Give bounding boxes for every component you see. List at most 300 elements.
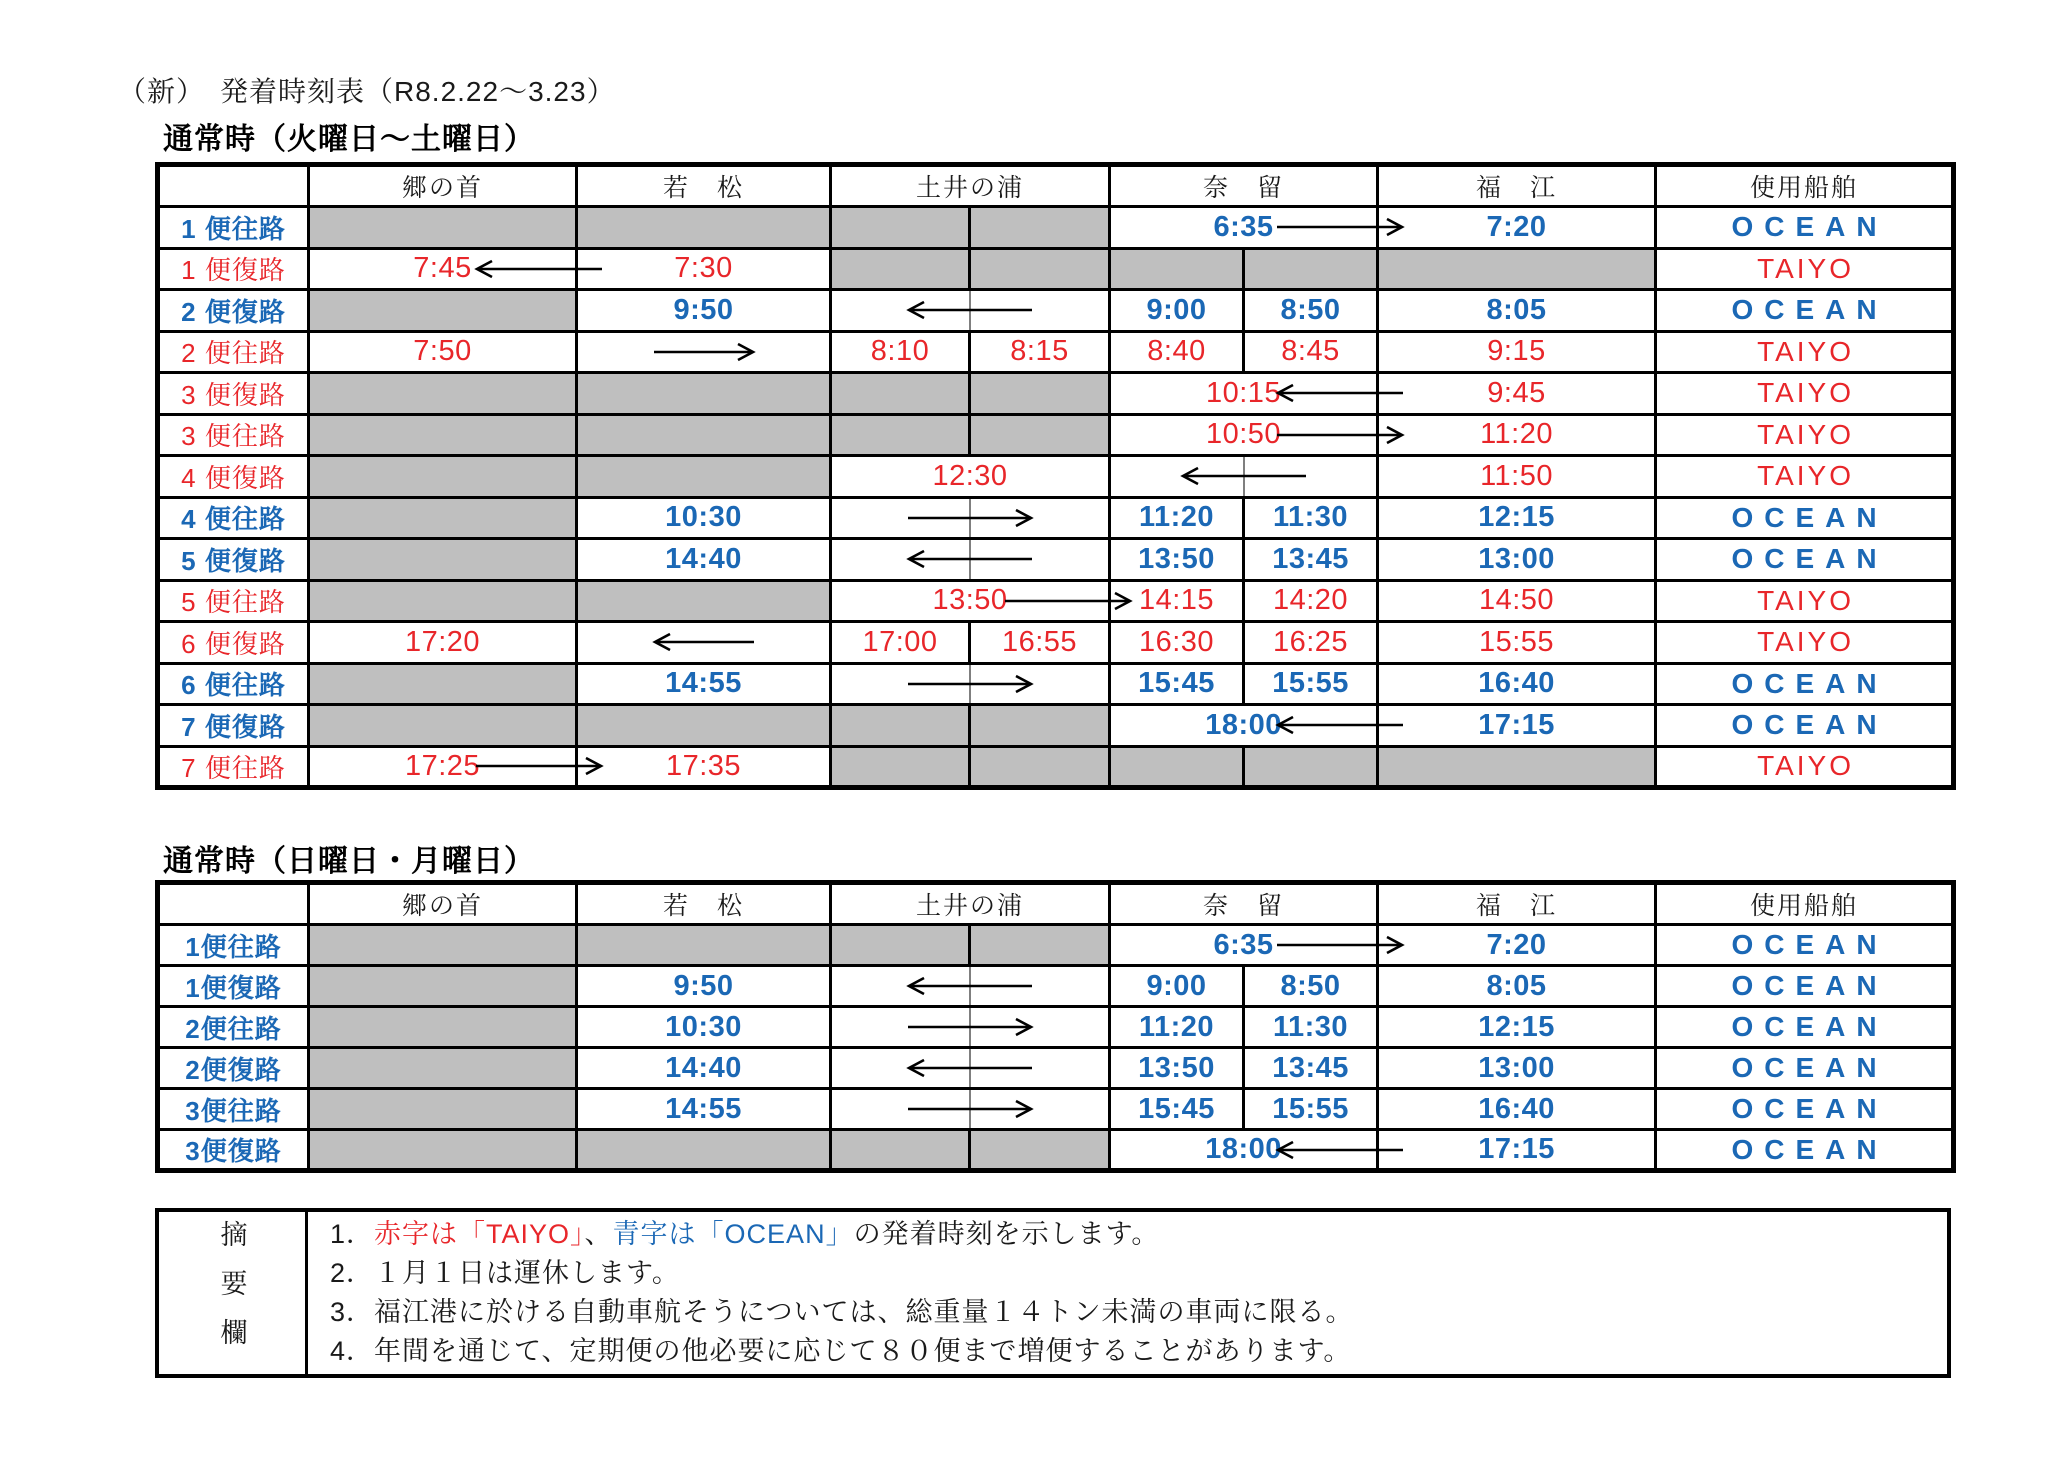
ship-name: OCEAN — [1731, 1093, 1888, 1124]
time-cell — [1244, 331, 1378, 373]
time-value: 16:25 — [1272, 625, 1349, 658]
empty-gray-cell — [831, 1130, 970, 1171]
empty-gray-cell — [831, 207, 970, 249]
time-cell — [1378, 497, 1656, 539]
empty-gray-cell — [1110, 746, 1244, 788]
time-cell — [1110, 539, 1244, 581]
time-value: 17:35 — [665, 749, 742, 782]
col-header-naru: 奈 留 — [1110, 883, 1378, 925]
row-label — [158, 414, 309, 456]
time-cell — [831, 1007, 1110, 1048]
time-value: 13:50 — [932, 584, 1008, 617]
ship-name: OCEAN — [1731, 667, 1888, 699]
empty-gray-cell — [309, 966, 577, 1007]
time-value: 14:55 — [665, 1092, 742, 1125]
remarks-lines — [308, 1212, 1947, 1374]
row-label — [158, 207, 309, 249]
empty-gray-cell — [577, 1130, 831, 1171]
ship-cell — [1656, 207, 1954, 249]
time-cell — [831, 331, 970, 373]
ship-cell — [1656, 663, 1954, 705]
row-label — [158, 580, 309, 622]
time-cell — [1378, 966, 1656, 1007]
time-cell — [1378, 705, 1656, 747]
time-value: 17:15 — [1478, 708, 1555, 741]
time-cell — [1244, 1089, 1378, 1130]
table-row — [158, 966, 1954, 1007]
empty-gray-cell — [577, 414, 831, 456]
empty-gray-cell — [970, 373, 1110, 415]
empty-gray-cell — [831, 373, 970, 415]
time-value: 11:30 — [1272, 501, 1349, 534]
ship-cell — [1656, 1130, 1954, 1171]
arrow-right-icon — [1275, 215, 1405, 239]
trip-label: 1 便復路 — [181, 255, 286, 286]
empty-gray-cell — [970, 925, 1110, 966]
empty-gray-cell — [309, 207, 577, 249]
time-cell — [831, 290, 1110, 332]
time-value: 14:55 — [665, 667, 742, 700]
corner-cell — [158, 883, 309, 925]
time-value: 12:15 — [1478, 1010, 1555, 1043]
arrow-right-icon — [906, 1015, 1034, 1039]
ship-name: OCEAN — [1731, 294, 1888, 326]
trip-label: 6 便復路 — [181, 628, 286, 659]
time-value: 10:30 — [665, 501, 742, 534]
time-value: 8:45 — [1281, 335, 1340, 368]
time-cell — [1378, 414, 1656, 456]
time-cell — [1110, 663, 1244, 705]
trip-label: 7 便往路 — [181, 752, 286, 783]
row-label — [158, 705, 309, 747]
table-row — [158, 331, 1954, 373]
remark-segment: 2．１月１日は運休します。 — [330, 1258, 680, 1288]
table-row — [158, 497, 1954, 539]
time-cell — [1378, 1130, 1656, 1171]
empty-gray-cell — [831, 746, 970, 788]
ship-cell — [1656, 331, 1954, 373]
time-value: 14:40 — [665, 1051, 742, 1084]
ship-name: TAIYO — [1757, 252, 1854, 284]
trip-label: 3 便往路 — [181, 421, 286, 452]
empty-gray-cell — [577, 456, 831, 498]
ship-cell — [1656, 290, 1954, 332]
col-header-gonokubi: 郷の首 — [309, 165, 577, 207]
time-value: 8:10 — [870, 335, 930, 368]
time-cell — [831, 1089, 1110, 1130]
empty-gray-cell — [309, 705, 577, 747]
corner-cell — [158, 165, 309, 207]
arrow-right-icon — [906, 672, 1034, 696]
table-row — [158, 1048, 1954, 1089]
time-cell — [1110, 705, 1378, 747]
time-value: 17:00 — [862, 625, 938, 658]
table-row — [158, 746, 1954, 788]
empty-gray-cell — [1244, 248, 1378, 290]
table-row — [158, 373, 1954, 415]
time-cell — [1244, 663, 1378, 705]
time-value: 10:50 — [1205, 418, 1282, 451]
empty-gray-cell — [577, 580, 831, 622]
time-value: 9:00 — [1146, 969, 1207, 1002]
remark-segment: 赤字は「TAIYO」 — [374, 1219, 585, 1249]
time-cell — [1378, 331, 1656, 373]
empty-gray-cell — [1110, 248, 1244, 290]
time-value: 7:50 — [413, 335, 472, 368]
empty-gray-cell — [970, 207, 1110, 249]
trip-label: 1便復路 — [185, 972, 282, 1003]
trip-label: 3便復路 — [185, 1136, 282, 1166]
time-cell — [1110, 925, 1378, 966]
time-value: 15:55 — [1478, 625, 1555, 658]
arrow-right-icon — [1275, 423, 1405, 447]
time-value: 16:40 — [1478, 1092, 1555, 1125]
table-row — [158, 1130, 1954, 1171]
time-value: 14:20 — [1272, 584, 1349, 617]
ship-name: TAIYO — [1757, 418, 1854, 450]
timetable-weekday — [155, 162, 1956, 790]
time-cell — [577, 1048, 831, 1089]
remark-segment: 1． — [330, 1219, 375, 1249]
empty-gray-cell — [309, 290, 577, 332]
time-cell — [1244, 622, 1378, 664]
ship-name: TAIYO — [1757, 460, 1854, 492]
time-value: 15:45 — [1138, 667, 1215, 700]
col-header-gonokubi: 郷の首 — [309, 883, 577, 925]
empty-gray-cell — [577, 705, 831, 747]
row-label — [158, 373, 309, 415]
time-value: 9:00 — [1146, 293, 1207, 326]
time-cell — [577, 663, 831, 705]
row-label — [158, 1089, 309, 1130]
time-cell — [831, 663, 1110, 705]
ship-cell — [1656, 497, 1954, 539]
arrow-left-icon — [652, 630, 756, 654]
time-cell — [831, 966, 1110, 1007]
empty-gray-cell — [970, 705, 1110, 747]
row-label — [158, 663, 309, 705]
header-row — [158, 883, 1954, 925]
trip-label: 5 便復路 — [181, 545, 286, 576]
time-cell — [1244, 1048, 1378, 1089]
ship-name: TAIYO — [1757, 335, 1854, 367]
row-label — [158, 966, 309, 1007]
time-cell — [1244, 966, 1378, 1007]
time-cell — [1110, 207, 1378, 249]
table-row — [158, 290, 1954, 332]
col-header-wakamatsu: 若 松 — [577, 883, 831, 925]
ship-name: OCEAN — [1731, 929, 1888, 960]
empty-gray-cell — [309, 1007, 577, 1048]
time-cell — [309, 331, 577, 373]
ship-cell — [1656, 966, 1954, 1007]
arrow-right-icon — [906, 1097, 1034, 1121]
time-value: 12:30 — [932, 459, 1008, 492]
time-value: 7:45 — [413, 252, 472, 285]
ship-cell — [1656, 373, 1954, 415]
remark-segment: 3．福江港に於ける自動車航そうについては、総重量１４トン未満の車両に限る。 — [330, 1297, 1354, 1327]
ship-cell — [1656, 456, 1954, 498]
ship-name: OCEAN — [1731, 211, 1888, 243]
time-cell — [1244, 580, 1378, 622]
time-cell — [1110, 1089, 1244, 1130]
ship-name: OCEAN — [1731, 1133, 1888, 1165]
row-label — [158, 456, 309, 498]
row-label — [158, 290, 309, 332]
time-cell — [577, 1007, 831, 1048]
ship-name: TAIYO — [1757, 584, 1854, 616]
time-value: 8:05 — [1486, 969, 1547, 1002]
ship-cell — [1656, 539, 1954, 581]
time-value: 8:40 — [1147, 335, 1206, 368]
time-cell — [831, 456, 1110, 498]
empty-gray-cell — [577, 373, 831, 415]
time-value: 10:15 — [1205, 376, 1282, 409]
time-cell — [831, 580, 1110, 622]
time-cell — [1378, 663, 1656, 705]
time-cell — [831, 539, 1110, 581]
page-title: （新） 発着時刻表（R8.2.22～3.23） — [118, 76, 616, 107]
remark-segment: の発着時刻を示します。 — [853, 1219, 1160, 1249]
arrow-right-icon — [652, 340, 756, 364]
time-value: 18:00 — [1205, 708, 1282, 741]
empty-gray-cell — [309, 373, 577, 415]
time-value: 6:35 — [1213, 210, 1274, 243]
time-cell — [1378, 925, 1656, 966]
trip-label: 5 便往路 — [181, 587, 286, 618]
time-value: 16:30 — [1138, 625, 1215, 658]
ship-name: OCEAN — [1731, 1011, 1888, 1042]
ship-cell — [1656, 580, 1954, 622]
time-value: 17:25 — [404, 749, 481, 782]
time-value: 15:55 — [1272, 1092, 1349, 1125]
ship-name: OCEAN — [1731, 709, 1888, 741]
remark-segment: 4．年間を通じて、定期便の他必要に応じて８０便まで増便することがあります。 — [330, 1336, 1352, 1366]
arrow-left-icon — [906, 1056, 1034, 1080]
time-cell — [1378, 1089, 1656, 1130]
arrow-left-icon — [1180, 464, 1308, 488]
time-cell — [831, 622, 970, 664]
time-cell — [577, 497, 831, 539]
remark-segment: 、 — [584, 1219, 613, 1249]
time-cell — [577, 1089, 831, 1130]
remark-item — [330, 1332, 1947, 1371]
time-cell — [970, 331, 1110, 373]
timetable-weekend — [155, 880, 1956, 1173]
arrow-right-icon — [1275, 933, 1405, 957]
empty-gray-cell — [1244, 746, 1378, 788]
remark-segment: 青字は「OCEAN」 — [612, 1219, 854, 1249]
empty-gray-cell — [577, 925, 831, 966]
ship-cell — [1656, 414, 1954, 456]
table-row — [158, 248, 1954, 290]
time-value: 14:40 — [665, 542, 742, 575]
table-row — [158, 207, 1954, 249]
time-value: 11:20 — [1138, 1010, 1215, 1043]
ship-name: TAIYO — [1757, 626, 1854, 658]
col-header-doinoura: 土井の浦 — [831, 883, 1110, 925]
time-value: 13:50 — [1138, 1051, 1215, 1084]
col-header-doinoura: 土井の浦 — [831, 165, 1110, 207]
empty-gray-cell — [309, 925, 577, 966]
arrow-left-icon — [474, 257, 604, 281]
time-value: 7:30 — [674, 252, 733, 285]
remark-item — [330, 1215, 1947, 1254]
time-value: 8:50 — [1280, 293, 1341, 326]
ship-name: OCEAN — [1731, 543, 1888, 575]
time-value: 14:50 — [1478, 584, 1555, 617]
row-label — [158, 331, 309, 373]
empty-gray-cell — [309, 1048, 577, 1089]
empty-gray-cell — [309, 456, 577, 498]
empty-gray-cell — [309, 414, 577, 456]
time-cell — [831, 1048, 1110, 1089]
time-value: 7:20 — [1486, 210, 1547, 243]
empty-gray-cell — [309, 1130, 577, 1171]
time-value: 16:55 — [1001, 625, 1078, 658]
time-cell — [1110, 456, 1378, 498]
ship-cell — [1656, 1007, 1954, 1048]
time-value: 13:00 — [1478, 542, 1555, 575]
col-header-ship: 使用船舶 — [1656, 883, 1954, 925]
trip-label: 4 便往路 — [181, 504, 286, 535]
empty-gray-cell — [970, 746, 1110, 788]
ship-cell — [1656, 248, 1954, 290]
empty-gray-cell — [577, 207, 831, 249]
time-cell — [1110, 622, 1244, 664]
empty-gray-cell — [970, 414, 1110, 456]
empty-gray-cell — [970, 248, 1110, 290]
time-cell — [1378, 456, 1656, 498]
arrow-right-icon — [906, 506, 1034, 530]
remark-item — [330, 1293, 1947, 1332]
ship-name: OCEAN — [1731, 501, 1888, 533]
section-title-weekday: 通常時（火曜日～土曜日） — [163, 123, 535, 156]
table-row — [158, 580, 1954, 622]
col-header-wakamatsu: 若 松 — [577, 165, 831, 207]
time-cell — [1110, 1007, 1244, 1048]
time-value: 9:50 — [673, 969, 734, 1002]
time-cell — [1378, 539, 1656, 581]
arrow-left-icon — [1275, 713, 1405, 737]
time-value: 15:45 — [1138, 1092, 1215, 1125]
row-label — [158, 1007, 309, 1048]
table-row — [158, 539, 1954, 581]
time-value: 13:45 — [1272, 1051, 1349, 1084]
time-cell — [577, 746, 831, 788]
row-label — [158, 746, 309, 788]
time-cell — [1110, 1130, 1378, 1171]
time-value: 11:50 — [1480, 459, 1553, 492]
time-cell — [1110, 966, 1244, 1007]
time-cell — [1110, 414, 1378, 456]
trip-label: 4 便復路 — [181, 462, 286, 493]
arrow-left-icon — [1275, 1138, 1405, 1162]
empty-gray-cell — [970, 1130, 1110, 1171]
time-value: 13:50 — [1138, 542, 1215, 575]
time-cell — [577, 248, 831, 290]
time-cell — [1110, 290, 1244, 332]
time-value: 17:15 — [1478, 1133, 1555, 1165]
time-cell — [1244, 539, 1378, 581]
col-header-ship: 使用船舶 — [1656, 165, 1954, 207]
empty-gray-cell — [831, 925, 970, 966]
time-cell — [1378, 290, 1656, 332]
time-cell — [1244, 1007, 1378, 1048]
empty-gray-cell — [831, 705, 970, 747]
ship-cell — [1656, 705, 1954, 747]
col-header-fukue: 福 江 — [1378, 883, 1656, 925]
time-value: 13:00 — [1478, 1051, 1555, 1084]
ship-cell — [1656, 925, 1954, 966]
trip-label: 2 便往路 — [181, 338, 286, 369]
time-cell — [1378, 207, 1656, 249]
arrow-left-icon — [1275, 381, 1405, 405]
time-cell — [831, 497, 1110, 539]
empty-gray-cell — [309, 663, 577, 705]
remark-item — [330, 1254, 1947, 1293]
arrow-left-icon — [906, 298, 1034, 322]
time-value: 14:15 — [1138, 584, 1215, 617]
time-cell — [577, 966, 831, 1007]
time-cell — [1110, 1048, 1244, 1089]
time-cell — [577, 290, 831, 332]
time-value: 12:15 — [1478, 501, 1555, 534]
ship-cell — [1656, 1048, 1954, 1089]
time-value: 8:15 — [1010, 335, 1069, 368]
arrow-right-icon — [474, 754, 604, 778]
time-value: 11:20 — [1138, 501, 1215, 534]
time-cell — [970, 622, 1110, 664]
ship-name: TAIYO — [1757, 750, 1854, 782]
time-value: 16:40 — [1478, 667, 1555, 700]
arrow-left-icon — [906, 547, 1034, 571]
section-title-weekend: 通常時（日曜日・月曜日） — [163, 845, 535, 878]
row-label — [158, 1130, 309, 1171]
ship-name: OCEAN — [1731, 1052, 1888, 1083]
ship-name: TAIYO — [1757, 377, 1854, 409]
time-value: 11:20 — [1480, 418, 1553, 451]
col-header-fukue: 福 江 — [1378, 165, 1656, 207]
time-value: 9:45 — [1487, 376, 1546, 409]
trip-label: 1 便往路 — [181, 213, 286, 244]
row-label — [158, 925, 309, 966]
trip-label: 3 便復路 — [181, 379, 286, 410]
table-row — [158, 705, 1954, 747]
time-cell — [1378, 622, 1656, 664]
empty-gray-cell — [831, 248, 970, 290]
empty-gray-cell — [309, 497, 577, 539]
ship-cell — [1656, 1089, 1954, 1130]
arrow-cell — [577, 331, 831, 373]
row-label — [158, 1048, 309, 1089]
empty-gray-cell — [309, 539, 577, 581]
time-cell — [1378, 373, 1656, 415]
time-cell — [1244, 290, 1378, 332]
empty-gray-cell — [309, 1089, 577, 1130]
empty-gray-cell — [831, 414, 970, 456]
trip-label: 3便往路 — [185, 1095, 282, 1126]
row-label — [158, 248, 309, 290]
time-cell — [1110, 331, 1244, 373]
trip-label: 2便往路 — [185, 1013, 282, 1044]
time-value: 9:50 — [673, 293, 734, 326]
ship-cell — [1656, 622, 1954, 664]
trip-label: 6 便往路 — [181, 670, 286, 701]
remarks-label: 摘要欄 — [159, 1212, 308, 1374]
time-cell — [309, 622, 577, 664]
row-label — [158, 497, 309, 539]
